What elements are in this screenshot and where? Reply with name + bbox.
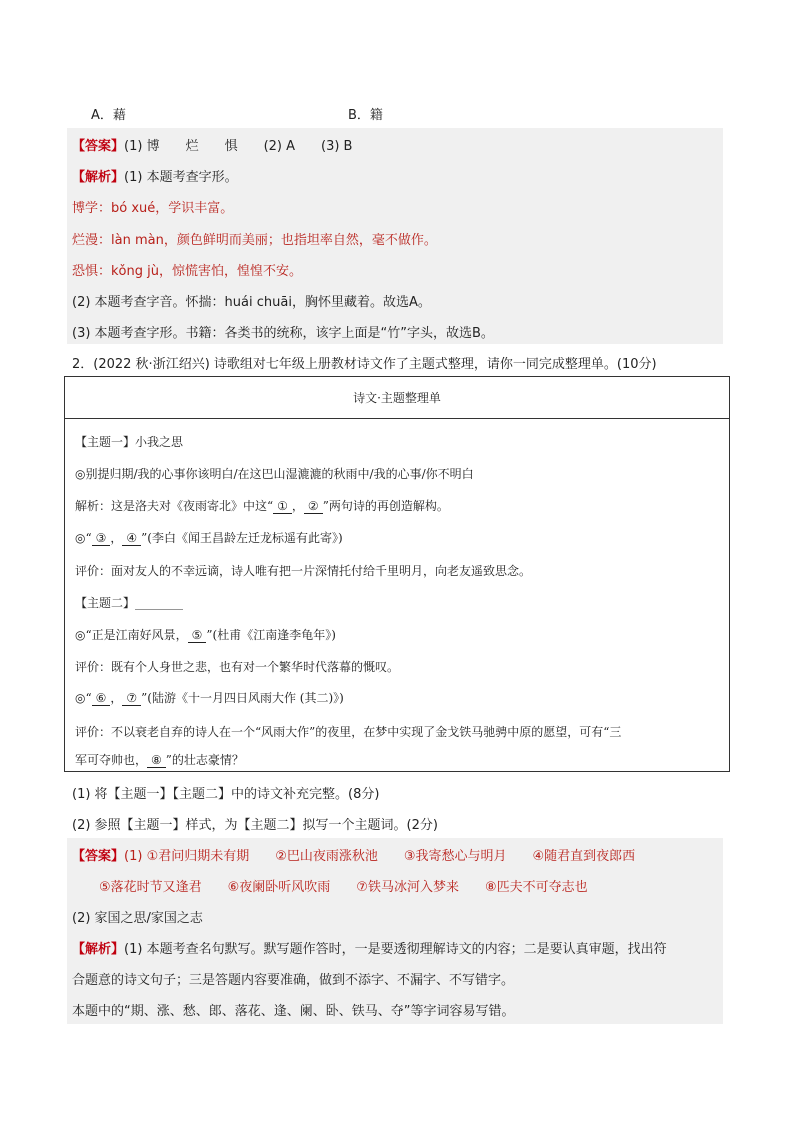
table-title: 诗文·主题整理单	[353, 391, 441, 405]
answer2-text1: (1) ①君问归期未有期 ②巴山夜雨涨秋池 ③我寄愁心与明月 ④随君直到夜郎西	[124, 849, 636, 864]
theme2-eval-a: 军可夺帅也，	[75, 753, 148, 767]
analysis2-line2: 合题意的诗文句子；三是答题内容要准确，做到不添字、不漏字、不写错字。	[72, 973, 515, 988]
theme2-evaluation2-cont	[75, 751, 244, 768]
analysis-tag: 【解析】	[72, 942, 125, 957]
answer-tag: 【答案】	[72, 849, 125, 864]
analysis1-line6: (3) 本题考查字形。书籍：各类书的统称，该字上面是“竹”字头，故选B。	[72, 326, 494, 341]
theme2-evaluation2: 评价：不以衰老自弃的诗人在一个“风雨大作”的夜里，在梦中实现了金戈铁马驰骋中原的愿望，可有“三	[75, 725, 622, 739]
theme2-heading: 【主题二】________	[75, 596, 184, 610]
quote-open: ◎“	[75, 691, 92, 705]
answer1	[72, 135, 352, 154]
theme2-eval-b: ”的壮志豪情？	[165, 753, 244, 767]
answer-tag: 【答案】	[72, 139, 125, 154]
analysis1-boxue: 博学：bó xué，学识丰富。	[72, 201, 234, 216]
blank-6: ⑥	[92, 691, 111, 706]
blank-3: ③	[92, 531, 111, 546]
blank-2: ②	[304, 499, 323, 514]
theme1-modern-poem: ◎别提归期/我的心事你该明白/在这巴山湿漉漉的秋雨中/我的心事/你不明白	[75, 467, 474, 481]
theme1-libai	[75, 529, 343, 546]
analysis2-text1: (1) 本题考查名句默写。默写题作答时，一是要透彻理解诗文的内容；二是要认真审题，找出符	[124, 942, 667, 957]
quote-open: ◎“	[75, 531, 92, 545]
theme1-heading: 【主题一】小我之思	[75, 435, 184, 449]
answer2-line3: (2) 家国之思/家国之志	[72, 911, 203, 926]
comma: ，	[291, 499, 304, 513]
question2-sub1: (1) 将【主题一】【主题二】中的诗文补充完整。(8分)	[72, 787, 380, 802]
blank-8: ⑧	[147, 753, 166, 768]
analysis1-line1	[72, 166, 238, 185]
theme1-analysis-b: ”两句诗的再创造解构。	[322, 499, 449, 513]
analysis1-line5: (2) 本题考查字音。怀揣：huái chuāi，胸怀里藏着。故选A。	[72, 295, 431, 310]
question2-sub2: (2) 参照【主题一】样式，为【主题二】拟写一个主题词。(2分)	[72, 818, 438, 833]
theme1-analysis	[75, 497, 449, 514]
option-b: B．籍	[348, 108, 383, 123]
analysis-tag: 【解析】	[72, 170, 125, 185]
analysis1-kongju: 恐惧：kǒng jù，惊慌害怕，惶惶不安。	[72, 264, 302, 279]
theme-table	[64, 376, 730, 772]
option-a: A．藉	[91, 108, 126, 123]
analysis2-line3: 本题中的“期、涨、愁、郎、落花、逢、阑、卧、铁马、夺”等字词容易写错。	[72, 1004, 515, 1019]
table-title-cell	[65, 377, 730, 419]
theme1-analysis-a: 解析：这是洛夫对《夜雨寄北》中这“	[75, 499, 274, 513]
comma: ，	[110, 531, 123, 545]
blank-4: ④	[122, 531, 141, 546]
theme1-evaluation: 评价：面对友人的不幸远谪，诗人唯有把一片深情托付给千里明月，向老友遥致思念。	[75, 564, 532, 578]
blank-1: ①	[273, 499, 292, 514]
theme1-libai-source: ”(李白《闻王昌龄左迁龙标遥有此寄》)	[141, 531, 343, 545]
theme2-luyou	[75, 689, 344, 706]
blank-5: ⑤	[188, 628, 207, 643]
theme2-luyou-source: ”(陆游《十一月四日风雨大作 (其二)》)	[141, 691, 344, 705]
answer2-line2: ⑤落花时节又逢君 ⑥夜阑卧听风吹雨 ⑦铁马冰河入梦来 ⑧匹夫不可夺志也	[99, 880, 588, 895]
answer1-text: (1) 博 烂 惧 (2) A (3) B	[124, 139, 353, 154]
theme2-dufu	[75, 626, 336, 643]
analysis2-line1	[72, 938, 667, 957]
question2-stem: 2．(2022 秋·浙江绍兴) 诗歌组对七年级上册教材诗文作了主题式整理，请你一同完成整理单。(10分)	[72, 357, 657, 372]
theme2-dufu-source: ”(杜甫《江南逢李龟年》)	[206, 628, 336, 642]
theme2-dufu-a: ◎“正是江南好风景，	[75, 628, 188, 642]
theme2-evaluation1: 评价：既有个人身世之悲，也有对一个繁华时代落幕的慨叹。	[75, 660, 400, 674]
analysis1-text: (1) 本题考查字形。	[124, 170, 238, 185]
answer2-line1	[72, 845, 635, 864]
comma: ，	[110, 691, 123, 705]
table-body-cell	[65, 419, 730, 772]
analysis1-lanman: 烂漫：làn màn，颜色鲜明而美丽；也指坦率自然，毫不做作。	[72, 233, 437, 248]
analysis1-shade	[67, 158, 723, 344]
blank-7: ⑦	[122, 691, 141, 706]
